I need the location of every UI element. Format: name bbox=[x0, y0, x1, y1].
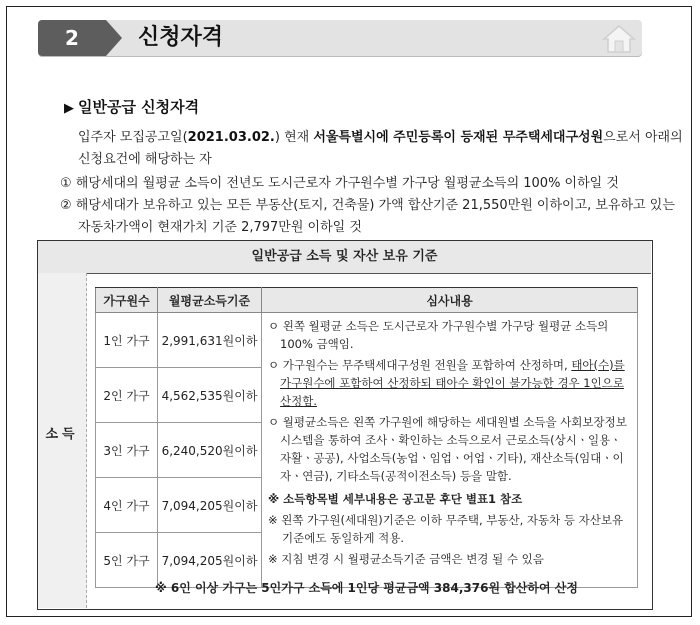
eligibility-highlight: 서울특별시에 주민등록이 등재된 무주택세대구성원 bbox=[313, 130, 604, 145]
intro-text: 으로서 아래의 bbox=[603, 130, 683, 145]
section-heading: 신청자격 bbox=[138, 25, 224, 50]
detail-underlined-text: 태아(수)를 가구원수에 포함하여 산정하되 태아수 확인이 불가능한 경우 1인으로 산정함. bbox=[280, 358, 625, 408]
category-label-income: 소득 bbox=[45, 427, 79, 442]
bottom-note: ※ 6인 이상 가구는 5인가구 소득에 1인당 평균금액 384,376원 합산하여 산정 bbox=[155, 581, 578, 595]
column-header: 가구원수 bbox=[96, 288, 158, 313]
table-header-row bbox=[96, 288, 638, 313]
criteria-title: 일반공급 소득 및 자산 보유 기준 bbox=[38, 241, 651, 274]
household-size: 3인 가구 bbox=[96, 423, 158, 478]
household-size: 5인 가구 bbox=[96, 533, 158, 588]
condition-1: ① 해당세대의 월평균 소득이 전년도 도시근로자 가구원수별 가구당 월평균소득의 100% 이하일 것 bbox=[60, 176, 619, 191]
intro-line-1 bbox=[78, 126, 683, 145]
column-header: 심사내용 bbox=[262, 288, 638, 313]
section-number: 2 bbox=[38, 20, 106, 56]
intro-text: ) 현재 bbox=[274, 130, 314, 145]
household-size: 1인 가구 bbox=[96, 313, 158, 368]
detail-item: ㅇ 왼쪽 월평균 소득은 도시근로자 가구원수별 가구당 월평균 소득의 100% 금액임. bbox=[268, 319, 609, 351]
condition-2-cont: 자동차가액이 현재가치 기준 2,797만원 이하일 것 bbox=[78, 220, 362, 235]
section-header-bar bbox=[38, 20, 642, 56]
section-number-arrow bbox=[106, 20, 122, 56]
detail-item: ㅇ 월평균소득은 왼쪽 가구원에 해당하는 세대원별 소득을 사회보장정보시스템을 통하여 조사ㆍ확인하는 소득으로서 근로소득(상시ㆍ일용ㆍ자활ㆍ공공), 사업소득(농업ㆍ임업ㆍ어업ㆍ기타), 재산소득(임대ㆍ이자ㆍ연금), 기타소득(공적이전소득) 등을 말함. bbox=[268, 415, 627, 483]
household-size: 4인 가구 bbox=[96, 478, 158, 533]
subsection-title bbox=[64, 96, 199, 117]
household-size: 2인 가구 bbox=[96, 368, 158, 423]
detail-item bbox=[268, 356, 631, 410]
left-category-cell bbox=[38, 273, 87, 608]
note-item: ※ 지침 변경 시 월평균소득기준 금액은 변경 될 수 있음 bbox=[268, 552, 544, 566]
subsection-title-text: 일반공급 신청자격 bbox=[78, 98, 200, 116]
note-item: ※ 왼쪽 가구원(세대원)기준은 이하 무주택, 부동산, 자동차 등 자산보유기준에도 동일하게 적용. bbox=[268, 513, 624, 545]
detail-text: ㅇ 가구원수는 무주택세대구성원 전원을 포함하여 산정하며, bbox=[268, 358, 572, 372]
income-limit: 7,094,205원이하 bbox=[158, 478, 262, 533]
home-icon bbox=[602, 24, 636, 54]
income-limit: 2,991,631원이하 bbox=[158, 313, 262, 368]
income-limit: 7,094,205원이하 bbox=[158, 533, 262, 588]
column-header: 월평균소득기준 bbox=[158, 288, 262, 313]
table-row bbox=[96, 313, 638, 368]
review-details bbox=[262, 313, 638, 588]
note-bold: ※ 소득항목별 세부내용은 공고문 후단 별표1 참조 bbox=[268, 492, 523, 506]
intro-text: 입주자 모집공고일( bbox=[78, 130, 188, 145]
triangle-bullet-icon: ▶ bbox=[64, 101, 74, 116]
announcement-date: 2021.03.02. bbox=[187, 130, 275, 145]
income-criteria-table bbox=[95, 287, 638, 588]
intro-line-2: 신청요건에 해당하는 자 bbox=[78, 152, 212, 167]
income-limit: 6,240,520원이하 bbox=[158, 423, 262, 478]
criteria-box bbox=[37, 240, 653, 610]
income-limit: 4,562,535원이하 bbox=[158, 368, 262, 423]
condition-2: ② 해당세대가 보유하고 있는 모든 부동산(토지, 건축물) 가액 합산기준 21,550만원 이하이고, 보유하고 있는 bbox=[60, 198, 675, 213]
